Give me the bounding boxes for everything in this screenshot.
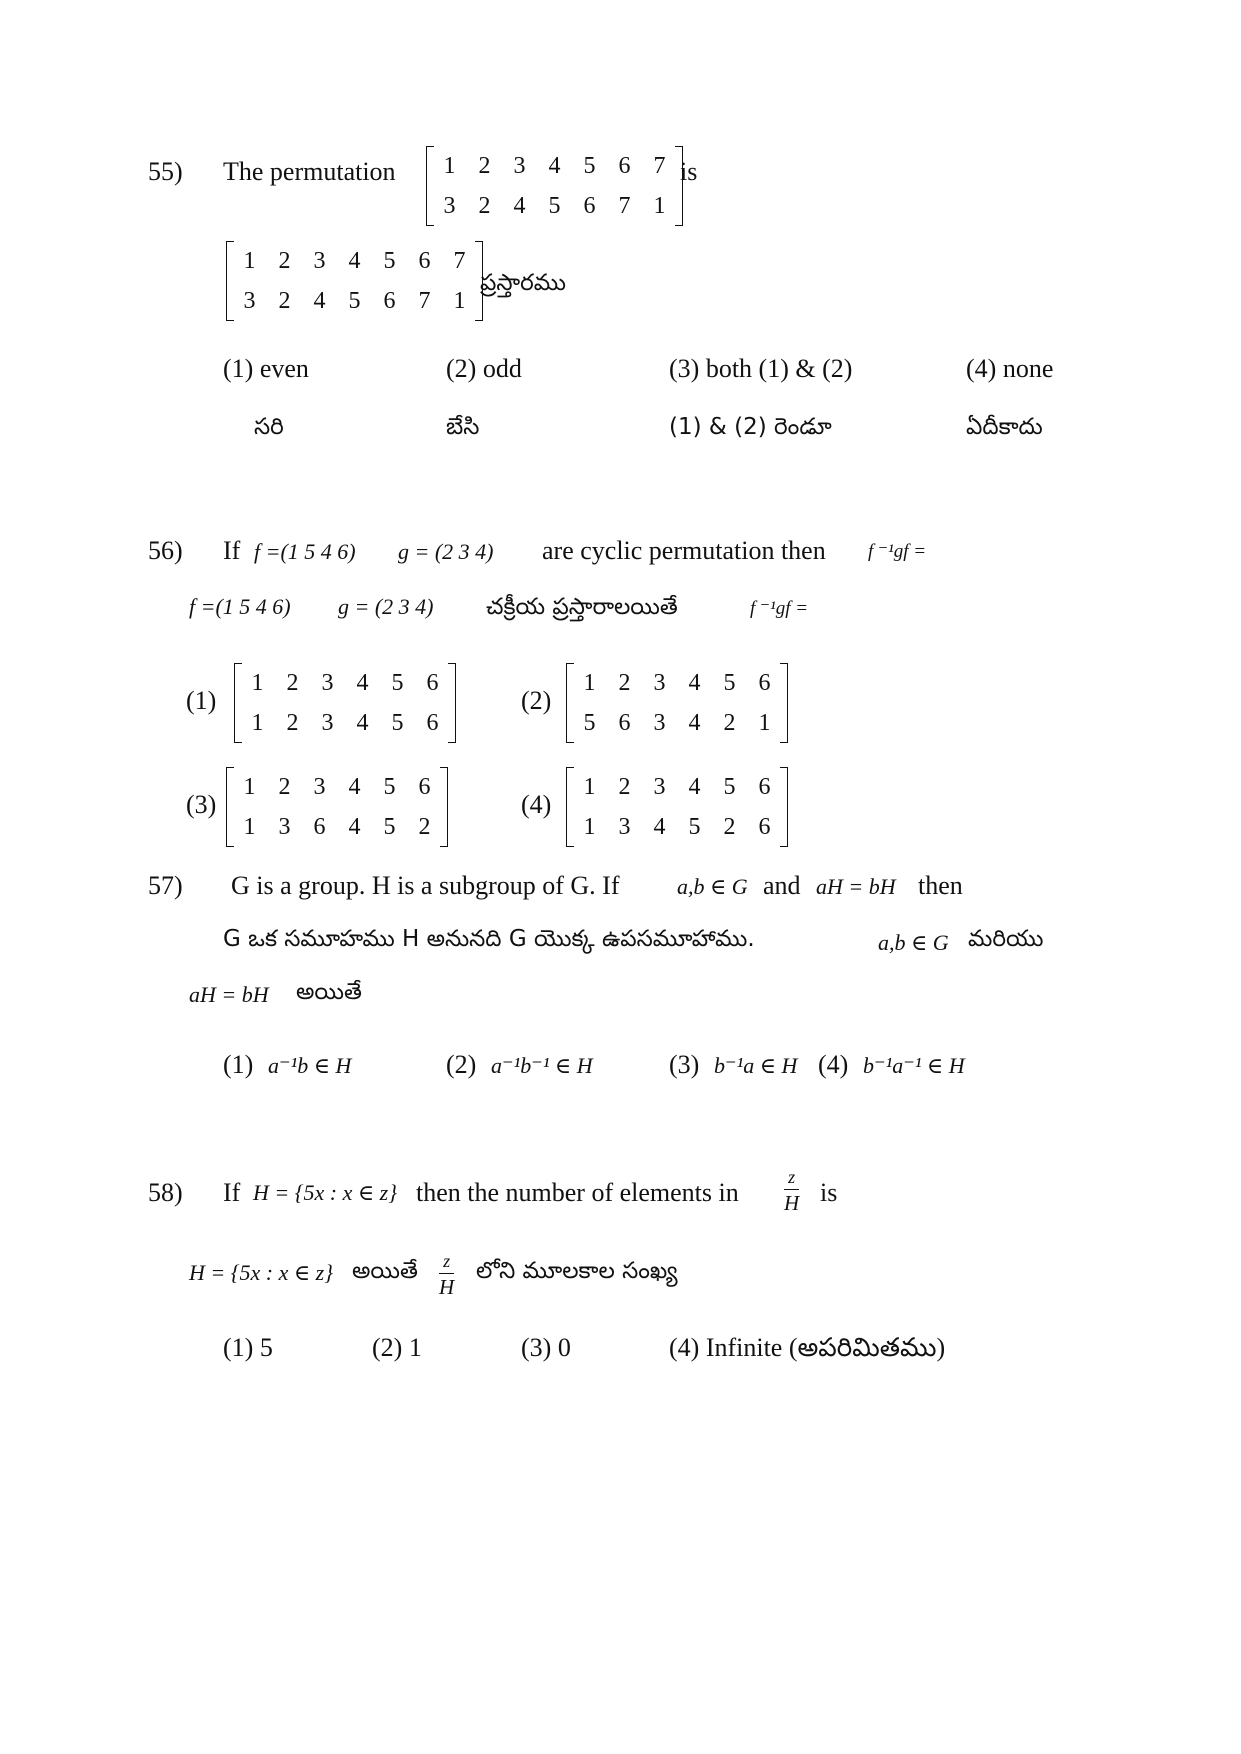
question-57-text: G is a group. H is a subgroup of G. If (231, 871, 620, 900)
matrix-cell: 4 (356, 669, 369, 696)
matrix-cell: 4 (548, 152, 561, 179)
matrix-cell: 6 (418, 247, 431, 274)
question-55-suffix: is (680, 157, 698, 186)
matrix-cell: 5 (688, 813, 701, 840)
q56-f-definition-te: f =(1 5 4 6) (189, 594, 291, 619)
q56-option-2-matrix[interactable] (566, 663, 788, 743)
matrix-cell: 5 (723, 669, 736, 696)
matrix-cell: 1 (243, 247, 256, 274)
matrix-cell: 5 (348, 287, 361, 314)
matrix-cell: 4 (313, 287, 326, 314)
question-56-if: If (223, 536, 241, 565)
q58-set-definition-te: H = {5x : x ∈ z} (189, 1260, 334, 1285)
matrix-cell: 5 (583, 152, 596, 179)
q57-condition-cosets-te: aH = bH (189, 982, 269, 1007)
q58-quotient-fraction (784, 1168, 799, 1214)
question-58-telugu-if: అయితే (352, 1258, 418, 1284)
q56-option-2-label[interactable]: (2) (521, 686, 552, 715)
q56-f-definition: f =(1 5 4 6) (254, 539, 356, 564)
matrix-cell: 5 (383, 773, 396, 800)
fraction-denominator: H (439, 1275, 455, 1299)
q58-quotient-fraction-te (439, 1252, 454, 1298)
matrix-cell: 1 (251, 709, 264, 736)
q55-option-1-te: సరి (254, 414, 284, 440)
question-57-telugu-text: G ఒక సమూహము H అనునది G యొక్క ఉపసమూహాము. (223, 926, 755, 952)
matrix-cell: 2 (286, 669, 299, 696)
matrix-cell: 4 (348, 247, 361, 274)
matrix-cell: 7 (653, 152, 666, 179)
question-57-number: 57) (148, 871, 183, 900)
matrix-cell: 6 (583, 192, 596, 219)
matrix-cell: 4 (348, 773, 361, 800)
matrix-cell: 5 (391, 709, 404, 736)
q55-permutation-matrix (426, 146, 683, 226)
q58-option-2[interactable]: (2) 1 (372, 1333, 422, 1362)
q56-option-1-matrix[interactable] (234, 663, 456, 743)
question-57-then: then (918, 871, 963, 900)
matrix-cell: 2 (618, 773, 631, 800)
matrix-cell: 3 (243, 287, 256, 314)
matrix-cell: 2 (278, 773, 291, 800)
matrix-cell: 5 (583, 709, 596, 736)
q57-condition-membership-te: a,b ∈ G (878, 930, 949, 955)
q55-option-2[interactable]: (2) odd (446, 354, 522, 383)
q55-permutation-matrix-te (226, 241, 483, 321)
q56-expression-te: f ⁻¹gf = (750, 598, 809, 619)
question-56-text: are cyclic permutation then (542, 536, 826, 565)
matrix-cell: 3 (313, 773, 326, 800)
matrix-cell: 2 (278, 287, 291, 314)
matrix-cell: 3 (278, 813, 291, 840)
question-55-number: 55) (148, 157, 183, 186)
matrix-cell: 5 (391, 669, 404, 696)
q56-option-3-matrix[interactable] (226, 767, 448, 847)
q56-option-4-label[interactable]: (4) (521, 790, 552, 819)
matrix-cell: 6 (313, 813, 326, 840)
q58-option-3[interactable]: (3) 0 (521, 1333, 571, 1362)
matrix-cell: 1 (653, 192, 666, 219)
matrix-cell: 1 (583, 773, 596, 800)
question-55-telugu-text: ప్రస్తారము (480, 270, 566, 296)
matrix-cell: 6 (758, 773, 771, 800)
matrix-cell: 3 (313, 247, 326, 274)
matrix-cell: 5 (383, 247, 396, 274)
question-57-telugu-then: అయితే (296, 979, 362, 1005)
question-58-text: then the number of elements in (416, 1178, 739, 1207)
matrix-cell: 3 (321, 669, 334, 696)
q56-g-definition-te: g = (2 3 4) (338, 594, 434, 619)
matrix-cell: 6 (426, 709, 439, 736)
q56-option-1-label[interactable]: (1) (186, 686, 217, 715)
matrix-cell: 2 (286, 709, 299, 736)
question-55-text: The permutation (223, 157, 396, 186)
matrix-cell: 1 (758, 709, 771, 736)
matrix-cell: 2 (278, 247, 291, 274)
matrix-cell: 2 (723, 709, 736, 736)
matrix-cell: 5 (548, 192, 561, 219)
matrix-cell: 4 (688, 773, 701, 800)
q57-condition-cosets: aH = bH (816, 874, 896, 899)
matrix-cell: 6 (426, 669, 439, 696)
matrix-cell: 3 (443, 192, 456, 219)
q55-option-3-te: (1) & (2) రెండూ (669, 414, 832, 440)
matrix-cell: 1 (251, 669, 264, 696)
matrix-cell: 2 (418, 813, 431, 840)
matrix-cell: 1 (583, 813, 596, 840)
question-58-is: is (820, 1178, 838, 1207)
question-57-telugu-and: మరియు (968, 926, 1044, 952)
matrix-cell: 4 (653, 813, 666, 840)
q57-option-1-label[interactable]: (1) (223, 1050, 254, 1079)
q55-option-1[interactable]: (1) even (223, 354, 309, 383)
matrix-cell: 4 (348, 813, 361, 840)
matrix-cell: 7 (618, 192, 631, 219)
fraction-numerator: z (784, 1168, 799, 1190)
question-58-if: If (223, 1178, 241, 1207)
q56-g-definition: g = (2 3 4) (398, 539, 494, 564)
q55-option-3[interactable]: (3) both (1) & (2) (669, 354, 853, 383)
q57-option-4-label[interactable]: (4) (818, 1050, 849, 1079)
matrix-cell: 7 (418, 287, 431, 314)
q57-option-2-label[interactable]: (2) (446, 1050, 477, 1079)
q58-set-definition: H = {5x : x ∈ z} (253, 1180, 398, 1205)
matrix-cell: 6 (758, 813, 771, 840)
fraction-numerator: z (439, 1252, 454, 1274)
fraction-denominator: H (784, 1191, 800, 1215)
q56-option-3-label[interactable]: (3) (186, 790, 217, 819)
matrix-cell: 2 (618, 669, 631, 696)
matrix-cell: 4 (688, 709, 701, 736)
question-56-telugu-text: చక్రీయ ప్రస్తారాలయితే (486, 594, 678, 620)
matrix-cell: 7 (453, 247, 466, 274)
q57-option-4-expression[interactable]: b⁻¹a⁻¹ ∈ H (863, 1053, 965, 1078)
matrix-cell: 3 (618, 813, 631, 840)
matrix-cell: 1 (443, 152, 456, 179)
question-57-and: and (763, 871, 801, 900)
q57-option-3-label[interactable]: (3) (669, 1050, 700, 1079)
q57-condition-membership: a,b ∈ G (677, 874, 748, 899)
matrix-cell: 6 (418, 773, 431, 800)
q55-option-4[interactable]: (4) none (966, 354, 1054, 383)
q55-option-4-te: ఏదీకాదు (966, 414, 1043, 440)
q58-option-4[interactable]: (4) Infinite (అపరిమితము) (669, 1333, 946, 1362)
matrix-cell: 6 (618, 709, 631, 736)
question-58-telugu-text: లోని మూలకాల సంఖ్య (476, 1258, 678, 1284)
q57-option-1-expression[interactable]: a⁻¹b ∈ H (268, 1053, 352, 1078)
matrix-cell: 2 (478, 152, 491, 179)
matrix-cell: 5 (723, 773, 736, 800)
matrix-cell: 1 (243, 813, 256, 840)
matrix-cell: 1 (583, 669, 596, 696)
matrix-cell: 2 (723, 813, 736, 840)
matrix-cell: 4 (688, 669, 701, 696)
matrix-cell: 3 (653, 709, 666, 736)
matrix-cell: 3 (653, 773, 666, 800)
q58-option-1[interactable]: (1) 5 (223, 1333, 273, 1362)
matrix-cell: 2 (478, 192, 491, 219)
matrix-cell: 1 (243, 773, 256, 800)
matrix-cell: 3 (321, 709, 334, 736)
question-58-number: 58) (148, 1178, 183, 1207)
matrix-cell: 6 (383, 287, 396, 314)
matrix-cell: 5 (383, 813, 396, 840)
q56-option-4-matrix[interactable] (566, 767, 788, 847)
matrix-cell: 4 (513, 192, 526, 219)
matrix-cell: 4 (356, 709, 369, 736)
matrix-cell: 3 (513, 152, 526, 179)
question-56-number: 56) (148, 536, 183, 565)
q57-option-2-expression[interactable]: a⁻¹b⁻¹ ∈ H (491, 1053, 593, 1078)
matrix-cell: 6 (618, 152, 631, 179)
matrix-cell: 1 (453, 287, 466, 314)
q57-option-3-expression[interactable]: b⁻¹a ∈ H (714, 1053, 798, 1078)
q55-option-2-te: బేసి (446, 414, 480, 440)
matrix-cell: 6 (758, 669, 771, 696)
q56-expression: f ⁻¹gf = (868, 541, 927, 562)
matrix-cell: 3 (653, 669, 666, 696)
